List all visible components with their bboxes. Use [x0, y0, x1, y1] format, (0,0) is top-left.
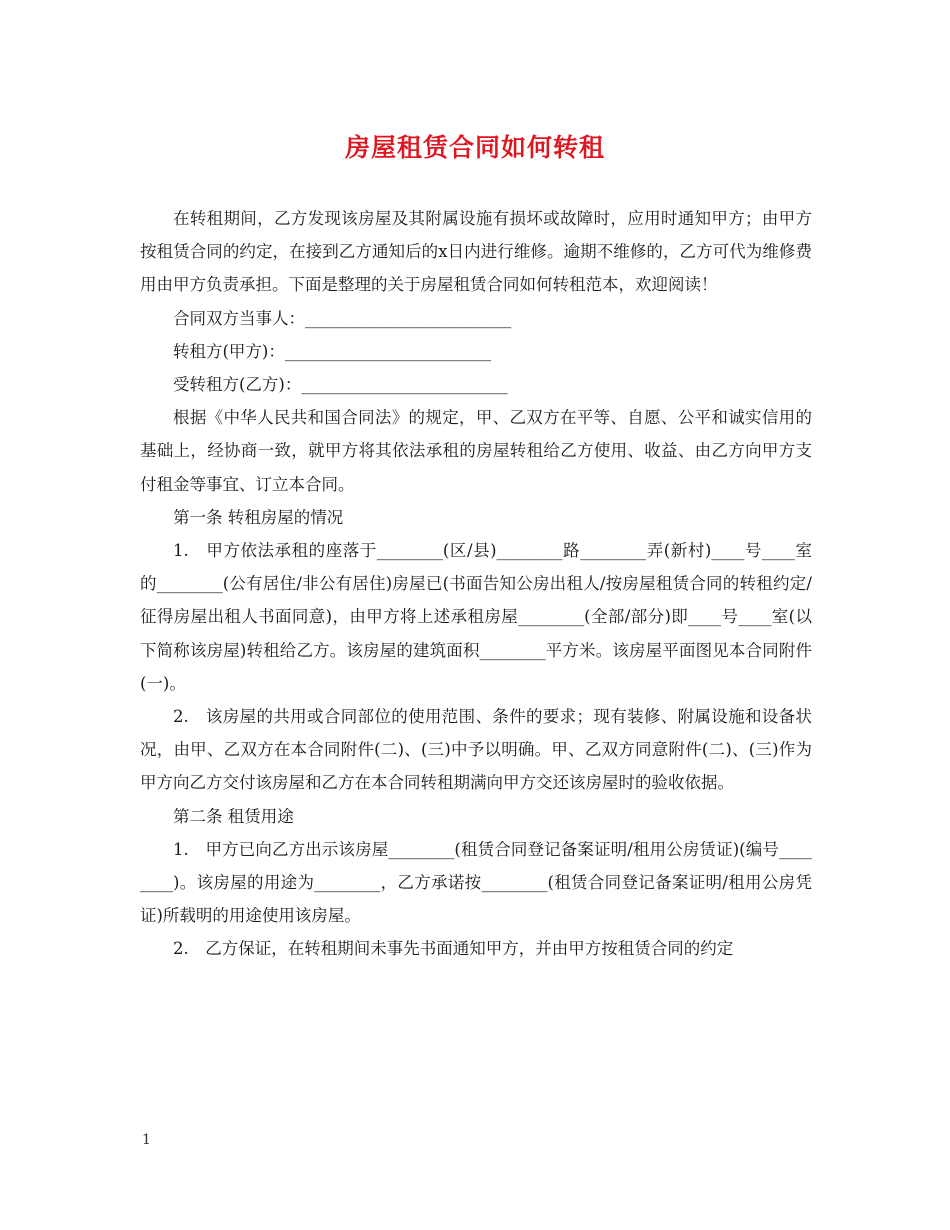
article-1-heading: 第一条 转租房屋的情况: [173, 507, 344, 527]
document-body: [140, 202, 812, 966]
article-2-clause-1: 1. 甲方已向乙方出示该房屋________(租赁合同登记备案证明/租用公房赁证)(编号________)。该房屋的用途为________，乙方承诺按________(租赁合同登记备案证明/租用公房凭证)所载明的用途使用该房屋。: [140, 839, 812, 926]
document-title: 房屋租赁合同如何转租: [344, 133, 605, 162]
paragraph-party-a: 转租方(甲方)：_________________________: [173, 341, 492, 361]
paragraph-intro: 在转租期间，乙方发现该房屋及其附属设施有损坏或故障时，应用时通知甲方；由甲方按租赁合同的约定，在接到乙方通知后的x日内进行维修。逾期不维修的，乙方可代为维修费用由甲方负责承担。下面是整理的关于房屋租赁合同如何转租范本，欢迎阅读！: [140, 209, 812, 295]
article-1-clause-2: 2. 该房屋的共用或合同部位的使用范围、条件的要求；现有装修、附属设施和设备状况，由甲、乙双方在本合同附件(二)、(三)中予以明确。甲、乙双方同意附件(二)、(三)作为甲方向乙方交付该房屋和乙方在本合同转租期满向甲方交还该房屋时的验收依据。: [140, 707, 812, 793]
article-2-heading: 第二条 租赁用途: [173, 806, 294, 826]
article-1-clause-1: 1. 甲方依法承租的座落于________(区/县)________路________弄(新村)____号____室的________(公有居住/非公有居住)房屋已(书面告知公房出租人/按房屋租赁合同的转租约定/征得房屋出租人书面同意)，由甲方将上述承租房屋________(全部/部分)即____号____室(以下简称该房屋)转租给乙方。该房屋的建筑面积________平方米。该房屋平面图见本合同附件(一)。: [140, 541, 812, 693]
article-2-clause-2: 2. 乙方保证，在转租期间未事先书面通知甲方，并由甲方按租赁合同的约定: [173, 939, 734, 959]
paragraph-basis: 根据《中华人民共和国合同法》的规定，甲、乙双方在平等、自愿、公平和诚实信用的基础上，经协商一致，就甲方将其依法承租的房屋转租给乙方使用、收益、由乙方向甲方支付租金等事宜、订立本合同。: [140, 408, 812, 494]
page-number: 1: [142, 1132, 151, 1148]
paragraph-parties: 合同双方当事人：_________________________: [173, 308, 512, 328]
paragraph-party-b: 受转租方(乙方)：_________________________: [173, 375, 508, 395]
